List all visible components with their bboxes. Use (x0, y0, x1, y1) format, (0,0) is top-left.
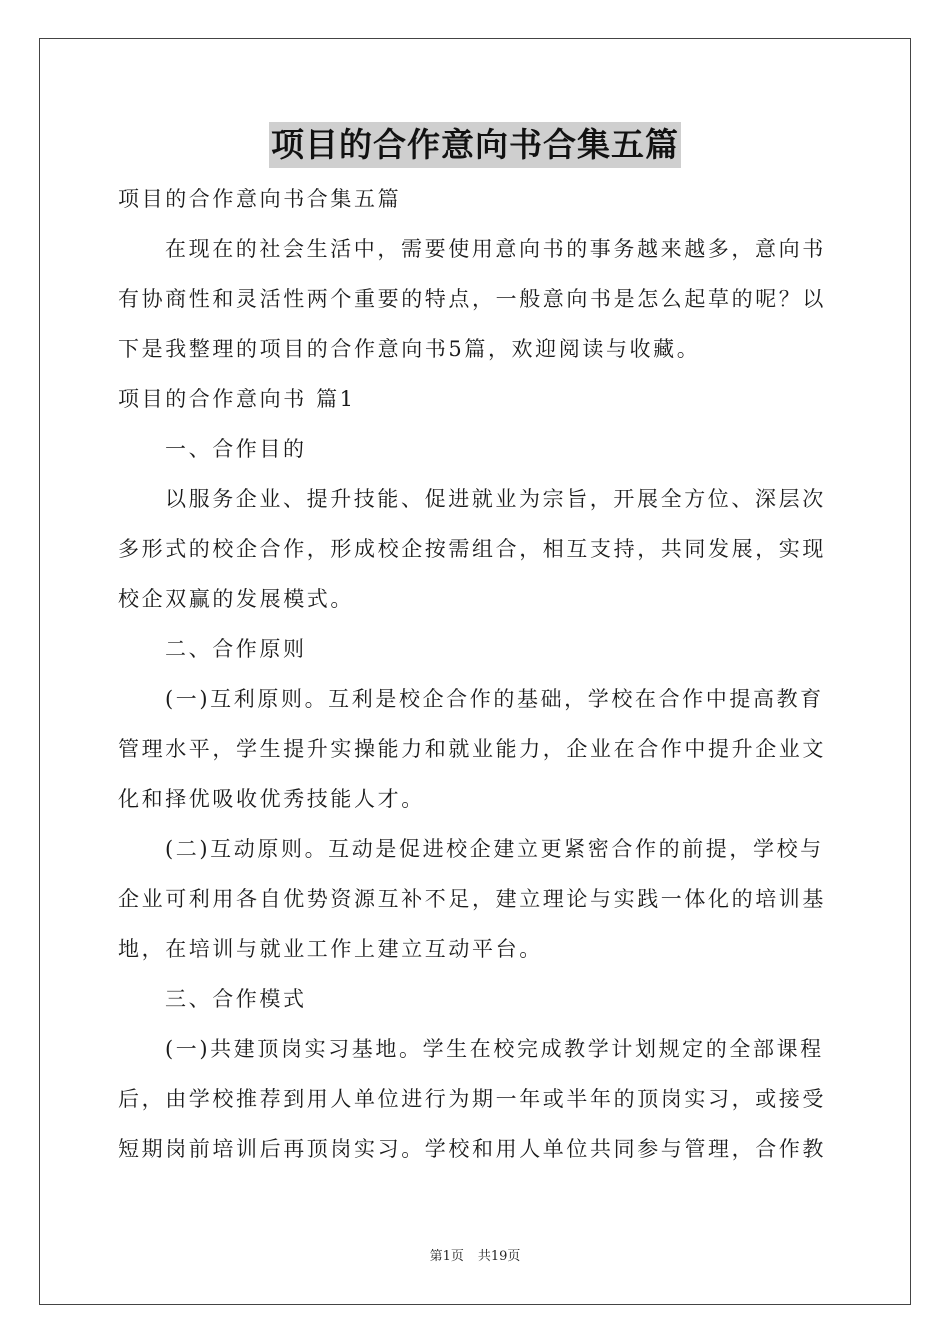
paragraph-line: 化和择优吸收优秀技能人才。 (118, 787, 425, 811)
title-container (0, 122, 950, 168)
page-number: 第1页 (429, 1249, 464, 1264)
document-title: 项目的合作意向书合集五篇 (269, 122, 681, 168)
paragraph-line: (二)互动原则。互动是促进校企建立更紧密合作的前提，学校与 (165, 837, 824, 861)
page-total: 共19页 (477, 1249, 521, 1264)
page-frame (39, 38, 911, 1305)
paragraph-line: 有协商性和灵活性两个重要的特点，一般意向书是怎么起草的呢？以 (118, 287, 826, 311)
paragraph-line: 多形式的校企合作，形成校企按需组合，相互支持，共同发展，实现 (118, 537, 826, 561)
paragraph-line: 企业可利用各自优势资源互补不足，建立理论与实践一体化的培训基 (118, 887, 826, 911)
paragraph-line: 以服务企业、提升技能、促进就业为宗旨，开展全方位、深层次 (165, 487, 826, 511)
paragraph-line: 地，在培训与就业工作上建立互动平台。 (118, 937, 543, 961)
section-heading: 项目的合作意向书 篇1 (118, 387, 356, 411)
section-subheading: 二、合作原则 (165, 637, 307, 661)
paragraph-line: 下是我整理的项目的合作意向书5篇，欢迎阅读与收藏。 (118, 337, 701, 361)
paragraph-line: 校企双赢的发展模式。 (118, 587, 354, 611)
paragraph-line: 管理水平，学生提升实操能力和就业能力，企业在合作中提升企业文 (118, 737, 826, 761)
section-subheading: 一、合作目的 (165, 437, 307, 461)
paragraph-line: (一)共建顶岗实习基地。学生在校完成教学计划规定的全部课程 (165, 1037, 824, 1061)
paragraph-line: 后，由学校推荐到用人单位进行为期一年或半年的顶岗实习，或接受 (118, 1087, 826, 1111)
section-subheading: 三、合作模式 (165, 987, 307, 1011)
subtitle-line: 项目的合作意向书合集五篇 (118, 187, 402, 211)
page-footer (0, 1245, 950, 1264)
paragraph-line: (一)互利原则。互利是校企合作的基础，学校在合作中提高教育 (165, 687, 824, 711)
paragraph-line: 在现在的社会生活中，需要使用意向书的事务越来越多，意向书 (165, 237, 826, 261)
paragraph-line: 短期岗前培训后再顶岗实习。学校和用人单位共同参与管理，合作教 (118, 1137, 826, 1161)
